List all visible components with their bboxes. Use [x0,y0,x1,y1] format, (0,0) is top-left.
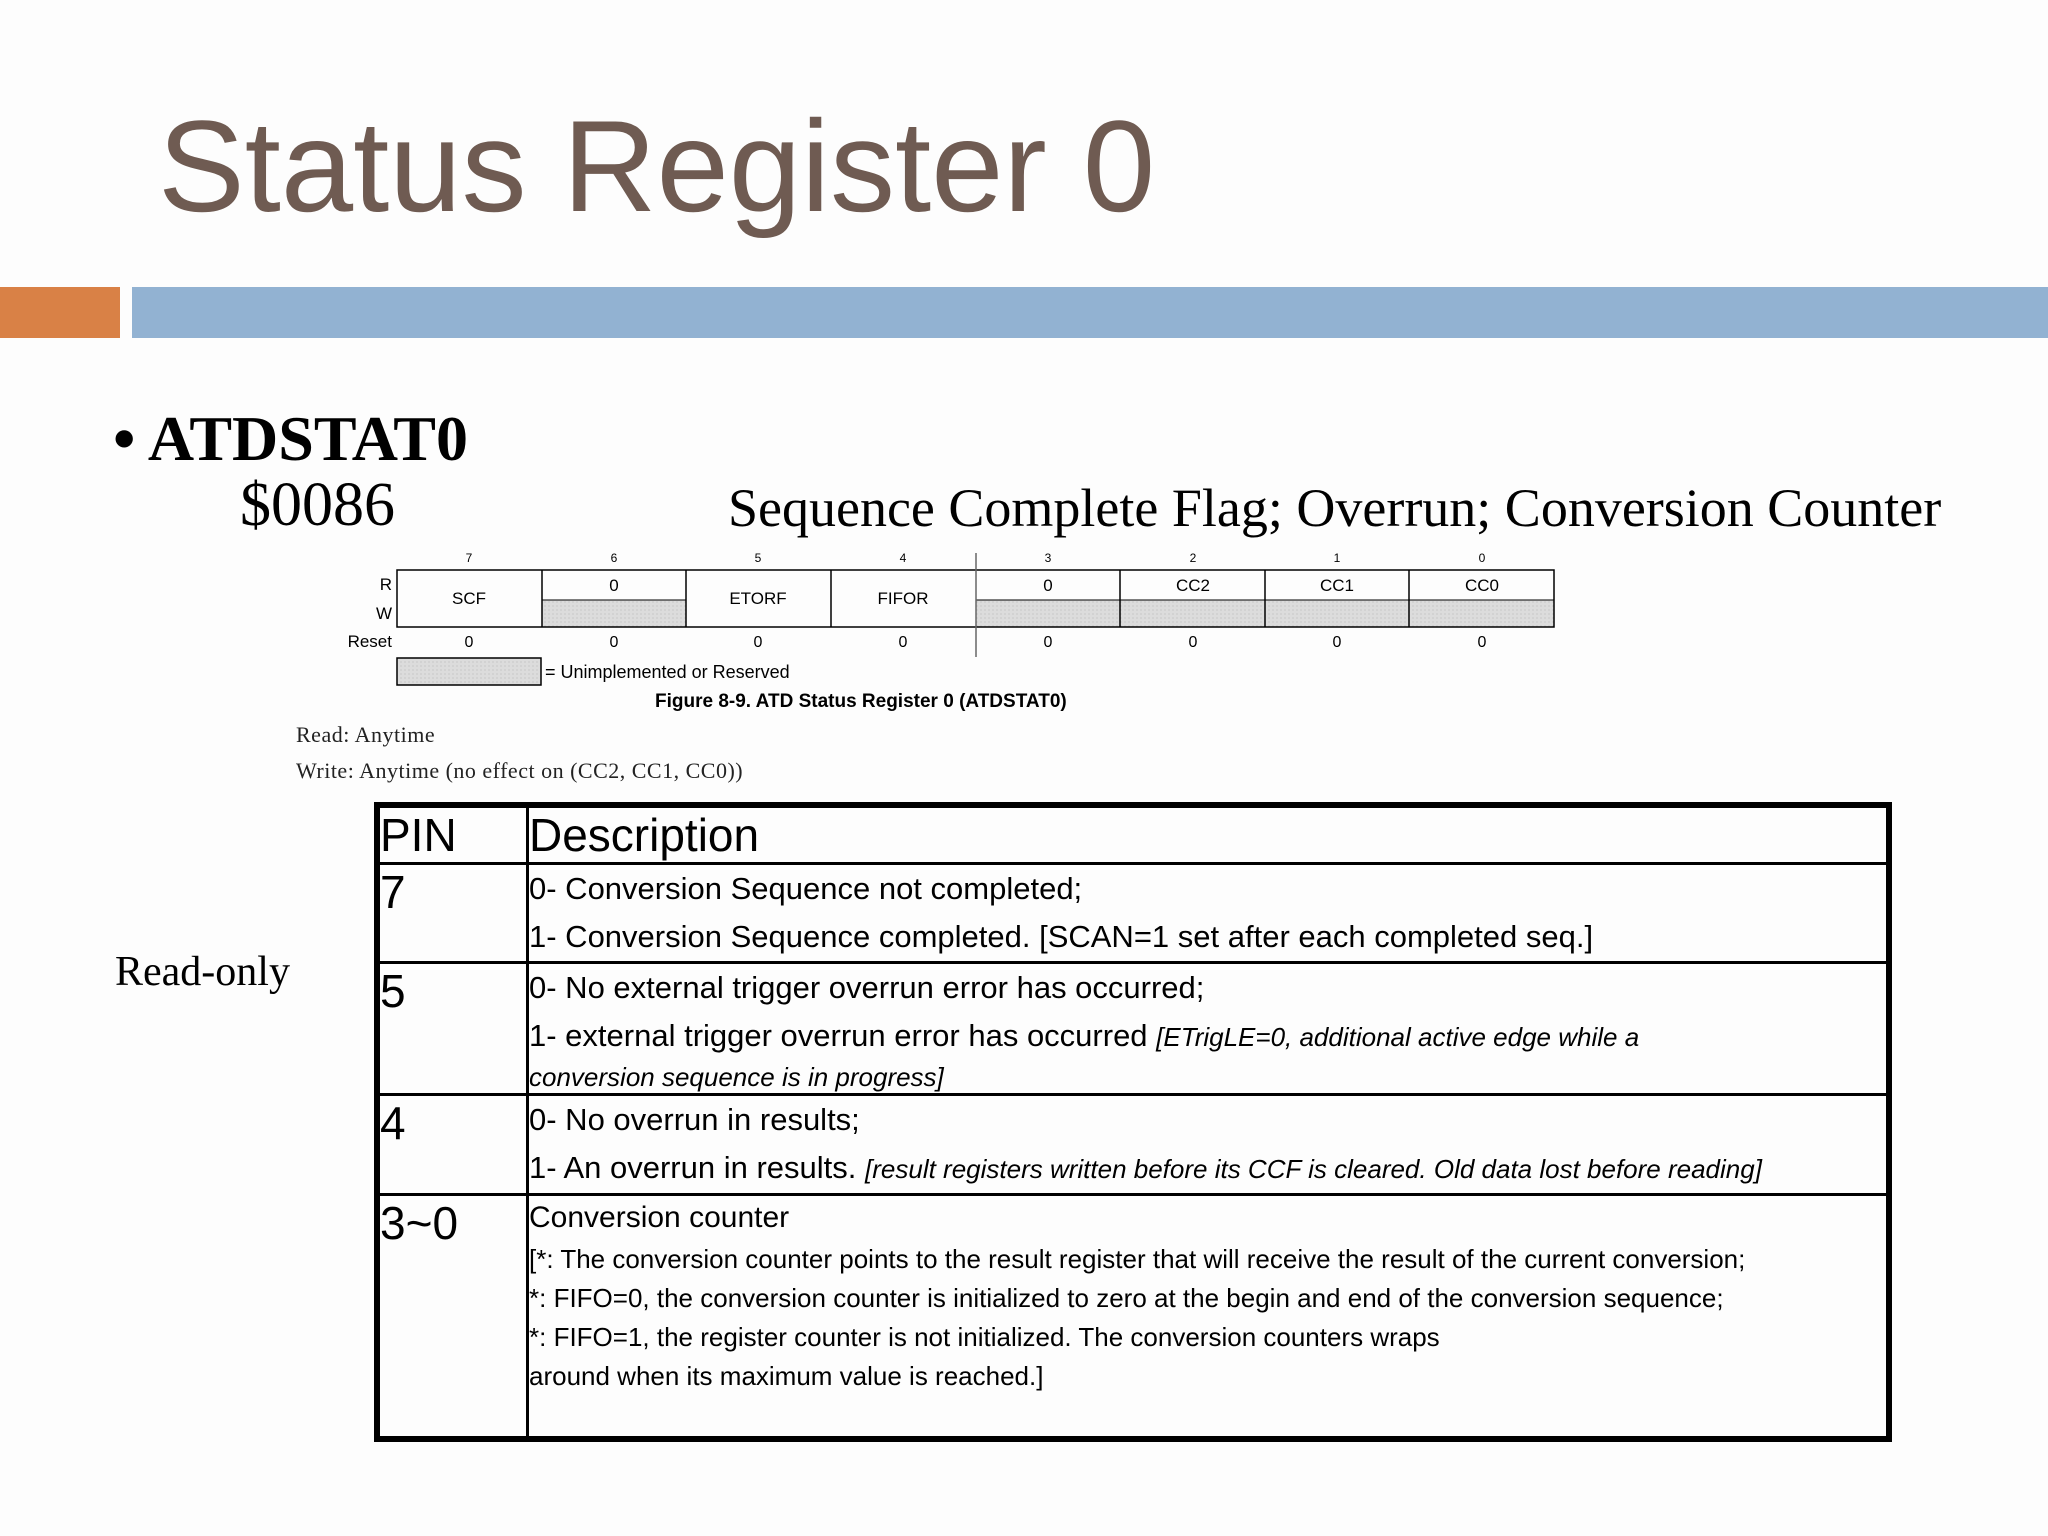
bullet-dot: • [113,403,148,474]
bit-number: 2 [1189,551,1197,565]
reset-value: 0 [609,634,619,651]
table-row [377,864,1889,963]
pin-cell: 7 [377,864,528,963]
field-etorf: ETORF [729,589,787,608]
description-cell [528,1195,1890,1440]
figure-caption: Figure 8-9. ATD Status Register 0 (ATDSTAT0) [655,691,1067,712]
field-fifor: FIFOR [877,589,929,608]
description-text: 1- external trigger overrun error has occurred [529,1018,1148,1053]
bit-number: 7 [465,551,473,565]
register-name: ATDSTAT0 [147,403,468,474]
description-cell [528,1095,1890,1195]
bit-number: 4 [899,551,907,565]
description-line [529,1144,1886,1193]
field-cc2: CC2 [1175,576,1211,595]
reset-value: 0 [1332,634,1342,651]
accent-bar-orange [0,287,120,338]
description-note: [result registers written before its CCF is cleared. Old data lost before reading] [865,1154,1762,1184]
description-line: [*: The conversion counter points to the result register that will receive the result of the current conversion; [529,1244,1746,1274]
accent-bar-blue [132,287,2048,338]
row-label-reset: Reset [347,632,392,651]
bullet-register-name [113,402,468,476]
description-line: 0- No overrun in results; [529,1102,860,1137]
table-row [377,1195,1889,1440]
field-bit6: 0 [609,576,619,595]
pin-cell: 4 [377,1095,528,1195]
gray-cell [542,600,686,627]
register-subtitle: Sequence Complete Flag; Overrun; Conversion Counter [728,478,1942,538]
pin-cell: 3~0 [377,1195,528,1440]
description-line: 0- Conversion Sequence not completed; [529,871,1083,906]
register-address: $0086 [240,471,395,539]
table-row [377,1095,1889,1195]
description-note: [ETrigLE=0, additional active edge while a [1156,1022,1640,1052]
write-access: Write: Anytime (no effect on (CC2, CC1, CC0)) [296,758,744,783]
description-note: conversion sequence is in progress] [529,1062,944,1092]
table-header-row [377,805,1889,864]
read-access: Read: Anytime [296,722,436,747]
bit-number: 5 [754,551,762,565]
reset-value: 0 [464,634,474,651]
reset-value: 0 [1043,634,1053,651]
table-row [377,963,1889,1095]
header-pin: PIN [377,805,528,864]
reset-value: 0 [1188,634,1198,651]
bit-number: 1 [1333,551,1341,565]
pin-description-table [374,802,1892,1442]
read-only-label: Read-only [115,949,290,995]
description-line: 1- Conversion Sequence completed. [SCAN=1 set after each completed seq.] [529,919,1594,954]
register-diagram [320,545,1570,720]
description-line: around when its maximum value is reached.] [529,1361,1044,1391]
legend-swatch [397,658,541,685]
field-bit3: 0 [1043,576,1053,595]
description-cell [528,963,1890,1095]
reset-value: 0 [753,634,763,651]
reset-value: 0 [898,634,908,651]
field-scf: SCF [452,589,486,608]
bit-number: 6 [610,551,618,565]
description-text: 1- An overrun in results. [529,1150,857,1185]
bit-number: 0 [1478,551,1486,565]
description-line: *: FIFO=0, the conversion counter is initialized to zero at the begin and end of the conversion sequence; [529,1283,1724,1313]
header-description: Description [528,805,1890,864]
description-line: Conversion counter [529,1201,790,1234]
field-cc0: CC0 [1464,576,1500,595]
description-cell [528,864,1890,963]
row-label-write: W [375,604,392,623]
reset-value: 0 [1477,634,1487,651]
slide-title: Status Register 0 [158,93,1156,239]
description-line: 0- No external trigger overrun error has occurred; [529,970,1205,1005]
pin-cell: 5 [377,963,528,1095]
bit-number: 3 [1044,551,1052,565]
description-line: *: FIFO=1, the register counter is not initialized. The conversion counters wraps [529,1322,1440,1352]
description-line [529,1012,1886,1061]
row-label-read: R [379,575,392,594]
legend-text: = Unimplemented or Reserved [545,662,790,682]
field-cc1: CC1 [1319,576,1355,595]
